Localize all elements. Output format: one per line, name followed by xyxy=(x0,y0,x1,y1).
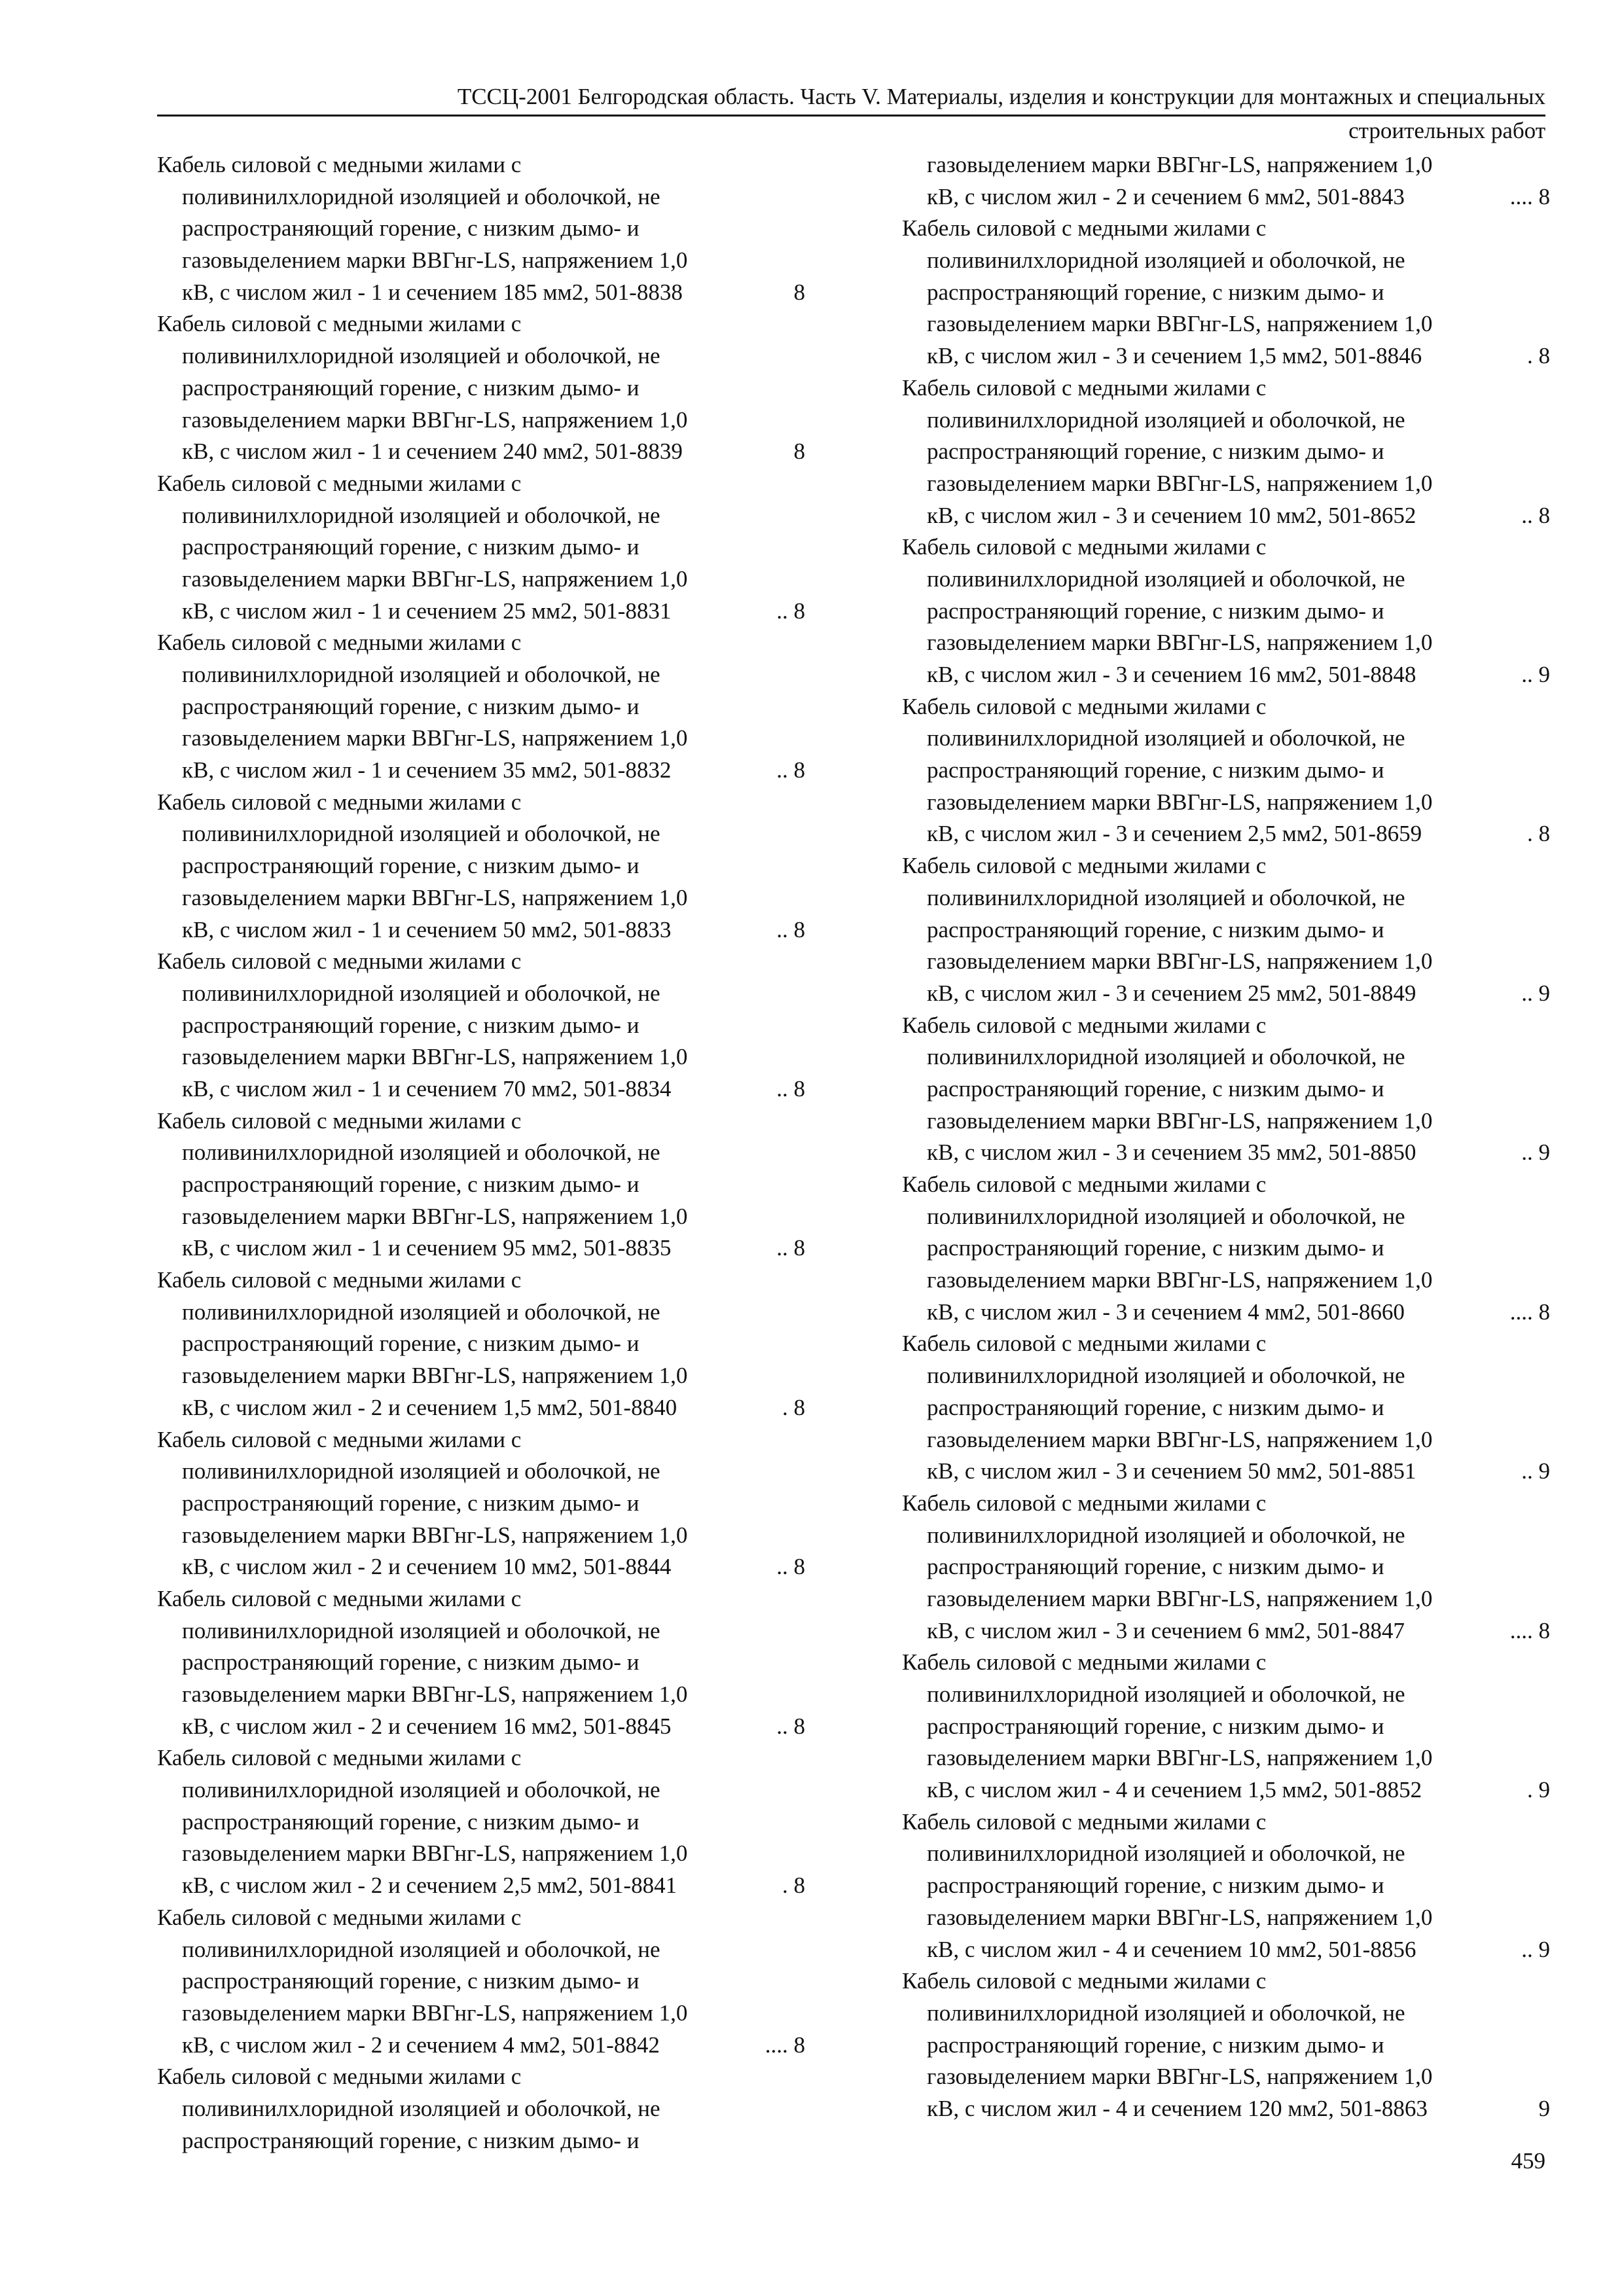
entry-line: распространяющий горение, с низким дымо- и xyxy=(927,1394,1384,1420)
index-entry xyxy=(157,468,805,627)
entry-title: Кабель силовой с медными жилами с xyxy=(902,853,1267,879)
entry-text: кВ, с числом жил - 2 и сечением 16 мм2, 501-8845 xyxy=(182,1713,672,1739)
index-entry xyxy=(902,850,1550,1009)
entry-last-line xyxy=(902,818,1550,850)
entry-last-line xyxy=(157,1392,805,1424)
entry-line: распространяющий горение, с низким дымо- и xyxy=(927,1873,1384,1899)
entry-title: Кабель силовой с медными жилами с xyxy=(902,534,1267,560)
entry-page-ref: .. 8 xyxy=(1521,502,1550,528)
entry-text: кВ, с числом жил - 1 и сечением 50 мм2, 501-8833 xyxy=(182,916,672,942)
entry-line: распространяющий горение, с низким дымо- и xyxy=(182,1172,640,1197)
entry-last-line xyxy=(902,659,1550,691)
entry-line: газовыделением марки ВВГнг-LS, напряжением 1,0 xyxy=(182,2000,688,2026)
entry-page-ref: .... 8 xyxy=(1509,183,1550,209)
entry-last-line xyxy=(157,1232,805,1265)
entry-title: Кабель силовой с медными жилами с xyxy=(157,948,522,975)
entry-line: поливинилхлоридной изоляцией и оболочкой, не xyxy=(927,565,1405,592)
entry-last-line xyxy=(902,500,1550,532)
entry-page-ref: .. 9 xyxy=(1521,1139,1550,1166)
entry-line: газовыделением марки ВВГнг-LS, напряжением 1,0 xyxy=(927,1107,1433,1134)
entry-line: газовыделением марки ВВГнг-LS, напряжением 1,0 xyxy=(927,1904,1433,1930)
entry-page-ref: .... 8 xyxy=(1509,1617,1550,1643)
index-entry xyxy=(157,1424,805,1583)
entry-line: поливинилхлоридной изоляцией и оболочкой, не xyxy=(182,1139,660,1166)
entry-line: газовыделением марки ВВГнг-LS, напряжением 1,0 xyxy=(927,1426,1433,1452)
entry-line: поливинилхлоридной изоляцией и оболочкой, не xyxy=(927,884,1405,910)
entry-page-ref: .. 8 xyxy=(776,916,805,942)
entry-line: распространяющий горение, с низким дымо- и xyxy=(182,1331,640,1357)
entry-line: газовыделением марки ВВГнг-LS, напряжением 1,0 xyxy=(182,884,688,910)
entry-line: газовыделением марки ВВГнг-LS, напряжением 1,0 xyxy=(927,311,1433,337)
index-entry xyxy=(157,308,805,467)
entry-title: Кабель силовой с медными жилами с xyxy=(902,1172,1267,1197)
entry-title: Кабель силовой с медными жилами с xyxy=(157,1426,522,1452)
index-entry xyxy=(902,1965,1550,2125)
entry-title: Кабель силовой с медными жилами с xyxy=(902,374,1267,401)
entry-line: распространяющий горение, с низким дымо- и xyxy=(182,693,640,719)
entry-line: поливинилхлоридной изоляцией и оболочкой, не xyxy=(182,1299,660,1325)
entry-line: газовыделением марки ВВГнг-LS, напряжением 1,0 xyxy=(927,630,1433,656)
entry-line: распространяющий горение, с низким дымо- и xyxy=(182,1490,640,1516)
index-entry xyxy=(902,531,1550,691)
index-entry xyxy=(902,1647,1550,1806)
entry-title: Кабель силовой с медными жилами с xyxy=(157,152,522,177)
entry-line: газовыделением марки ВВГнг-LS, напряжением 1,0 xyxy=(182,1522,688,1548)
entry-line: поливинилхлоридной изоляцией и оболочкой, не xyxy=(927,1044,1405,1070)
entry-title: Кабель силовой с медными жилами с xyxy=(902,1490,1267,1516)
entry-page-ref: . 8 xyxy=(1527,821,1550,847)
entry-line: распространяющий горение, с низким дымо- и xyxy=(927,2032,1384,2058)
entry-last-line xyxy=(902,1297,1550,1329)
entry-page-ref: 8 xyxy=(793,279,805,305)
entry-text: кВ, с числом жил - 2 и сечением 6 мм2, 501-8843 xyxy=(927,183,1405,209)
entry-line: поливинилхлоридной изоляцией и оболочкой, не xyxy=(182,662,660,687)
entry-line: поливинилхлоридной изоляцией и оболочкой, не xyxy=(182,343,660,369)
running-header: ТССЦ-2001 Белгородская область. Часть V. Материалы, изделия и конструкции для монтажных и специальных xyxy=(457,84,1545,109)
running-header-continuation: строительных работ xyxy=(1348,118,1545,143)
entry-page-ref: .. 8 xyxy=(776,598,805,624)
entry-text: кВ, с числом жил - 1 и сечением 240 мм2, 501-8839 xyxy=(182,439,683,465)
entry-line: распространяющий горение, с низким дымо- и xyxy=(927,279,1384,305)
entry-line: газовыделением марки ВВГнг-LS, напряжением 1,0 xyxy=(927,1745,1433,1771)
entry-last-line xyxy=(157,596,805,628)
index-entry xyxy=(157,1265,805,1424)
entry-text: кВ, с числом жил - 1 и сечением 95 мм2, 501-8835 xyxy=(182,1235,672,1261)
entry-line: распространяющий горение, с низким дымо- и xyxy=(927,1235,1384,1261)
entry-title: Кабель силовой с медными жилами с xyxy=(157,311,522,337)
entry-line: поливинилхлоридной изоляцией и оболочкой, не xyxy=(182,1458,660,1484)
entry-line: поливинилхлоридной изоляцией и оболочкой, не xyxy=(182,1617,660,1643)
entry-last-line xyxy=(902,1456,1550,1488)
entry-last-line xyxy=(157,2030,805,2062)
index-entry xyxy=(157,149,805,308)
entry-line: распространяющий горение, с низким дымо- и xyxy=(927,916,1384,942)
index-entry xyxy=(902,213,1550,372)
entry-title: Кабель силовой с медными жилами с xyxy=(157,789,522,815)
entry-line: газовыделением марки ВВГнг-LS, напряжением 1,0 xyxy=(927,2064,1433,2090)
index-entry xyxy=(157,1583,805,1742)
entry-line: распространяющий горение, с низким дымо- и xyxy=(927,598,1384,624)
entry-text: кВ, с числом жил - 3 и сечением 6 мм2, 501-8847 xyxy=(927,1617,1405,1643)
entry-text: кВ, с числом жил - 3 и сечением 2,5 мм2, 501-8659 xyxy=(927,821,1422,847)
index-entry xyxy=(157,1902,805,2061)
entry-line: распространяющий горение, с низким дымо- и xyxy=(927,1713,1384,1739)
entry-page-ref: .. 9 xyxy=(1521,1458,1550,1484)
index-entry xyxy=(157,946,805,1105)
entry-title: Кабель силовой с медными жилами с xyxy=(157,1745,522,1771)
entry-text: кВ, с числом жил - 3 и сечением 10 мм2, 501-8652 xyxy=(927,502,1416,528)
entry-page-ref: .. 8 xyxy=(776,1554,805,1580)
entry-title: Кабель силовой с медными жилами с xyxy=(157,1107,522,1134)
entry-text: кВ, с числом жил - 3 и сечением 50 мм2, 501-8851 xyxy=(927,1458,1416,1484)
entry-text: кВ, с числом жил - 2 и сечением 2,5 мм2, 501-8841 xyxy=(182,1873,677,1899)
entry-title: Кабель силовой с медными жилами с xyxy=(902,1331,1267,1357)
entry-title: Кабель силовой с медными жилами с xyxy=(902,215,1267,242)
entry-text: кВ, с числом жил - 3 и сечением 1,5 мм2, 501-8846 xyxy=(927,343,1422,369)
index-entry xyxy=(157,627,805,786)
entry-line: поливинилхлоридной изоляцией и оболочкой, не xyxy=(182,1777,660,1803)
entry-line: поливинилхлоридной изоляцией и оболочкой, не xyxy=(182,502,660,528)
entry-page-ref: .. 9 xyxy=(1521,662,1550,687)
entry-text: кВ, с числом жил - 1 и сечением 70 мм2, 501-8834 xyxy=(182,1075,672,1102)
entry-text: кВ, с числом жил - 2 и сечением 1,5 мм2, 501-8840 xyxy=(182,1394,677,1420)
entry-last-line xyxy=(157,1073,805,1105)
page-number: 459 xyxy=(1511,2148,1545,2174)
entry-line: поливинилхлоридной изоляцией и оболочкой, не xyxy=(927,247,1405,274)
index-column-left xyxy=(157,149,805,2157)
entry-text: кВ, с числом жил - 3 и сечением 4 мм2, 501-8660 xyxy=(927,1299,1405,1325)
entry-line: распространяющий горение, с низким дымо- и xyxy=(182,1968,640,1994)
entry-line: газовыделением марки ВВГнг-LS, напряжением 1,0 xyxy=(927,470,1433,496)
entry-line: газовыделением марки ВВГнг-LS, напряжением 1,0 xyxy=(182,247,688,274)
entry-page-ref: . 8 xyxy=(1527,343,1550,369)
entry-last-line xyxy=(902,181,1550,213)
entry-page-ref: . 8 xyxy=(782,1873,805,1899)
entry-line: поливинилхлоридной изоляцией и оболочкой, не xyxy=(182,2095,660,2121)
index-entry xyxy=(902,149,1550,213)
entry-text: кВ, с числом жил - 1 и сечением 25 мм2, 501-8831 xyxy=(182,598,672,624)
entry-page-ref: . 9 xyxy=(1527,1777,1550,1803)
entry-line: поливинилхлоридной изоляцией и оболочкой, не xyxy=(182,821,660,847)
entry-last-line xyxy=(902,978,1550,1010)
entry-line: распространяющий горение, с низким дымо- и xyxy=(182,215,640,242)
entry-line: поливинилхлоридной изоляцией и оболочкой, не xyxy=(927,406,1405,433)
entry-last-line xyxy=(902,1137,1550,1169)
index-entry xyxy=(902,372,1550,531)
index-entry xyxy=(902,691,1550,850)
entry-text: кВ, с числом жил - 3 и сечением 25 мм2, 501-8849 xyxy=(927,980,1416,1006)
entry-line: распространяющий горение, с низким дымо- и xyxy=(182,374,640,401)
entry-text: кВ, с числом жил - 1 и сечением 35 мм2, 501-8832 xyxy=(182,757,672,783)
entry-title: Кабель силовой с медными жилами с xyxy=(157,2064,522,2090)
entry-title: Кабель силовой с медными жилами с xyxy=(902,1649,1267,1676)
entry-last-line xyxy=(157,755,805,787)
entry-page-ref: .. 8 xyxy=(776,1075,805,1102)
entry-line: газовыделением марки ВВГнг-LS, напряжением 1,0 xyxy=(182,1203,688,1229)
entry-title: Кабель силовой с медными жилами с xyxy=(902,1012,1267,1038)
entry-line: поливинилхлоридной изоляцией и оболочкой, не xyxy=(182,980,660,1006)
entry-page-ref: .... 8 xyxy=(765,2032,805,2058)
index-entry xyxy=(157,1105,805,1265)
entry-last-line xyxy=(157,914,805,946)
entry-text: кВ, с числом жил - 4 и сечением 1,5 мм2, 501-8852 xyxy=(927,1777,1422,1803)
entry-line: распространяющий горение, с низким дымо- и xyxy=(927,1554,1384,1580)
entry-page-ref: 9 xyxy=(1538,2095,1550,2121)
entry-line: распространяющий горение, с низким дымо- и xyxy=(182,534,640,560)
entry-last-line xyxy=(902,2093,1550,2125)
entry-line: газовыделением марки ВВГнг-LS, напряжением 1,0 xyxy=(927,948,1433,975)
entry-line: поливинилхлоридной изоляцией и оболочкой, не xyxy=(927,1840,1405,1867)
entry-line: газовыделением марки ВВГнг-LS, напряжением 1,0 xyxy=(182,1044,688,1070)
index-entry xyxy=(157,787,805,946)
entry-last-line xyxy=(157,436,805,468)
entry-title: Кабель силовой с медными жилами с xyxy=(902,693,1267,719)
entry-line: газовыделением марки ВВГнг-LS, напряжением 1,0 xyxy=(182,565,688,592)
entry-line: распространяющий горение, с низким дымо- и xyxy=(182,2127,640,2153)
entry-line: поливинилхлоридной изоляцией и оболочкой, не xyxy=(927,2000,1405,2026)
entry-line: поливинилхлоридной изоляцией и оболочкой, не xyxy=(182,183,660,209)
entry-last-line xyxy=(157,277,805,309)
entry-page-ref: .... 8 xyxy=(1509,1299,1550,1325)
entry-last-line xyxy=(157,1870,805,1902)
index-entry xyxy=(157,2061,805,2157)
entry-line: газовыделением марки ВВГнг-LS, напряжением 1,0 xyxy=(927,1585,1433,1611)
entry-line: газовыделением марки ВВГнг-LS, напряжением 1,0 xyxy=(927,152,1433,177)
index-column-right xyxy=(902,149,1550,2125)
entry-text: кВ, с числом жил - 4 и сечением 10 мм2, 501-8856 xyxy=(927,1936,1416,1962)
entry-text: кВ, с числом жил - 2 и сечением 4 мм2, 501-8842 xyxy=(182,2032,660,2058)
entry-title: Кабель силовой с медными жилами с xyxy=(157,1904,522,1930)
entry-title: Кабель силовой с медными жилами с xyxy=(157,1267,522,1293)
entry-last-line xyxy=(157,1551,805,1583)
entry-text: кВ, с числом жил - 4 и сечением 120 мм2, 501-8863 xyxy=(927,2095,1428,2121)
index-entry xyxy=(902,1488,1550,1647)
entry-text: кВ, с числом жил - 3 и сечением 16 мм2, 501-8848 xyxy=(927,662,1416,687)
entry-last-line xyxy=(157,1711,805,1743)
entry-page-ref: .. 8 xyxy=(776,1235,805,1261)
entry-line: поливинилхлоридной изоляцией и оболочкой, не xyxy=(927,1363,1405,1389)
index-entry xyxy=(157,1742,805,1901)
entry-line: поливинилхлоридной изоляцией и оболочкой, не xyxy=(927,1203,1405,1229)
index-entry xyxy=(902,1169,1550,1328)
entry-line: газовыделением марки ВВГнг-LS, напряжением 1,0 xyxy=(182,1363,688,1389)
entry-title: Кабель силовой с медными жилами с xyxy=(157,1585,522,1611)
entry-line: поливинилхлоридной изоляцией и оболочкой, не xyxy=(182,1936,660,1962)
entry-page-ref: 8 xyxy=(793,439,805,465)
entry-page-ref: .. 9 xyxy=(1521,1936,1550,1962)
index-entry xyxy=(902,1806,1550,1965)
entry-text: кВ, с числом жил - 3 и сечением 35 мм2, 501-8850 xyxy=(927,1139,1416,1166)
entry-last-line xyxy=(902,1774,1550,1806)
entry-page-ref: .. 8 xyxy=(776,757,805,783)
entry-line: газовыделением марки ВВГнг-LS, напряжением 1,0 xyxy=(182,1840,688,1867)
entry-last-line xyxy=(902,1934,1550,1966)
index-entry xyxy=(902,1328,1550,1487)
entry-last-line xyxy=(902,1615,1550,1647)
entry-line: газовыделением марки ВВГнг-LS, напряжением 1,0 xyxy=(927,789,1433,815)
entry-line: распространяющий горение, с низким дымо- и xyxy=(182,1808,640,1835)
entry-line: распространяющий горение, с низким дымо- и xyxy=(182,1012,640,1038)
entry-line: газовыделением марки ВВГнг-LS, напряжением 1,0 xyxy=(182,406,688,433)
entry-line: распространяющий горение, с низким дымо- и xyxy=(182,1649,640,1676)
entry-page-ref: .. 8 xyxy=(776,1713,805,1739)
entry-title: Кабель силовой с медными жилами с xyxy=(902,1968,1267,1994)
entry-text: кВ, с числом жил - 2 и сечением 10 мм2, 501-8844 xyxy=(182,1554,672,1580)
entry-line: газовыделением марки ВВГнг-LS, напряжением 1,0 xyxy=(182,1681,688,1707)
entry-line: газовыделением марки ВВГнг-LS, напряжением 1,0 xyxy=(927,1267,1433,1293)
header-rule xyxy=(157,115,1545,117)
entry-text: кВ, с числом жил - 1 и сечением 185 мм2, 501-8838 xyxy=(182,279,683,305)
entry-line: поливинилхлоридной изоляцией и оболочкой, не xyxy=(927,725,1405,751)
entry-page-ref: .. 9 xyxy=(1521,980,1550,1006)
entry-line: газовыделением марки ВВГнг-LS, напряжением 1,0 xyxy=(182,725,688,751)
entry-line: распространяющий горение, с низким дымо- и xyxy=(927,1075,1384,1102)
entry-page-ref: . 8 xyxy=(782,1394,805,1420)
entry-line: распространяющий горение, с низким дымо- и xyxy=(927,439,1384,465)
entry-title: Кабель силовой с медными жилами с xyxy=(902,1808,1267,1835)
entry-line: распространяющий горение, с низким дымо- и xyxy=(927,757,1384,783)
entry-line: распространяющий горение, с низким дымо- и xyxy=(182,853,640,879)
index-entry xyxy=(902,1010,1550,1169)
entry-title: Кабель силовой с медными жилами с xyxy=(157,630,522,656)
entry-last-line xyxy=(902,340,1550,372)
entry-line: поливинилхлоридной изоляцией и оболочкой, не xyxy=(927,1681,1405,1707)
entry-title: Кабель силовой с медными жилами с xyxy=(157,470,522,496)
entry-line: поливинилхлоридной изоляцией и оболочкой, не xyxy=(927,1522,1405,1548)
